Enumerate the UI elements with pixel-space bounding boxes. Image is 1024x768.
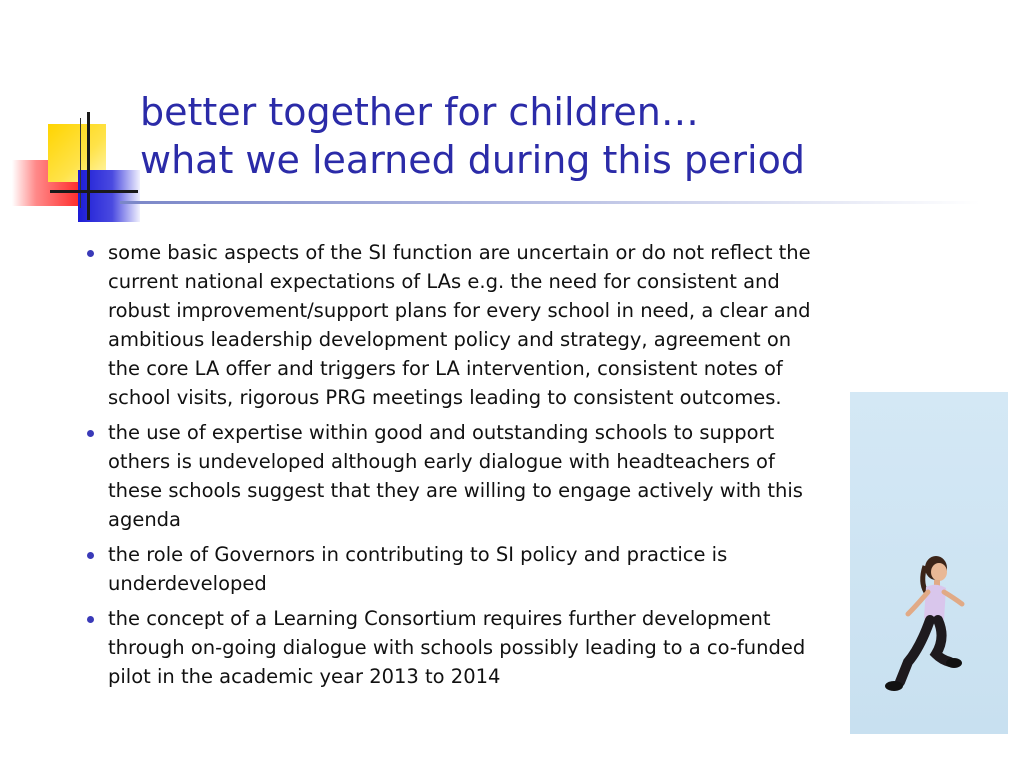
bullet-marker-icon [87,616,94,623]
bullet-text: the role of Governors in contributing to SI policy and practice is underdeveloped [108,543,728,595]
slide-title-line-1: better together for children… [140,90,699,134]
bullet-text: the use of expertise within good and outstanding schools to support others is undeveloped although early dialogue with headteachers of these schools suggest that they are willing to engage actively with this agenda [108,421,803,531]
bullet-text: the concept of a Learning Consortium requires further development through on-going dialogue with schools possibly leading to a co-funded pilot in the academic year 2013 to 2014 [108,607,806,688]
bullet-marker-icon [87,552,94,559]
running-child-illustration [850,392,1008,734]
bullet-item [84,238,824,412]
slide-title-line-2: what we learned during this period [140,138,805,182]
title-underline [120,201,980,204]
bullet-list [84,238,824,697]
bullet-item [84,540,824,598]
bullet-text: some basic aspects of the SI function are uncertain or do not reflect the current national expectations of LAs e.g. the need for consistent and robust improvement/support plans for every school in need, a clear and ambitious leadership development policy and strategy, agreement on the core LA offer and triggers for LA intervention, consistent notes of school visits, rigorous PRG meetings leading to consistent outcomes. [108,241,811,409]
logo-horizontal-line [50,190,138,193]
bullet-marker-icon [87,430,94,437]
bullet-item [84,604,824,691]
bullet-marker-icon [87,250,94,257]
logo-vertical-line-thin [80,118,81,208]
logo-vertical-line [87,112,90,220]
running-child-photo [850,392,1008,734]
slide-title [140,88,980,184]
bullet-item [84,418,824,534]
